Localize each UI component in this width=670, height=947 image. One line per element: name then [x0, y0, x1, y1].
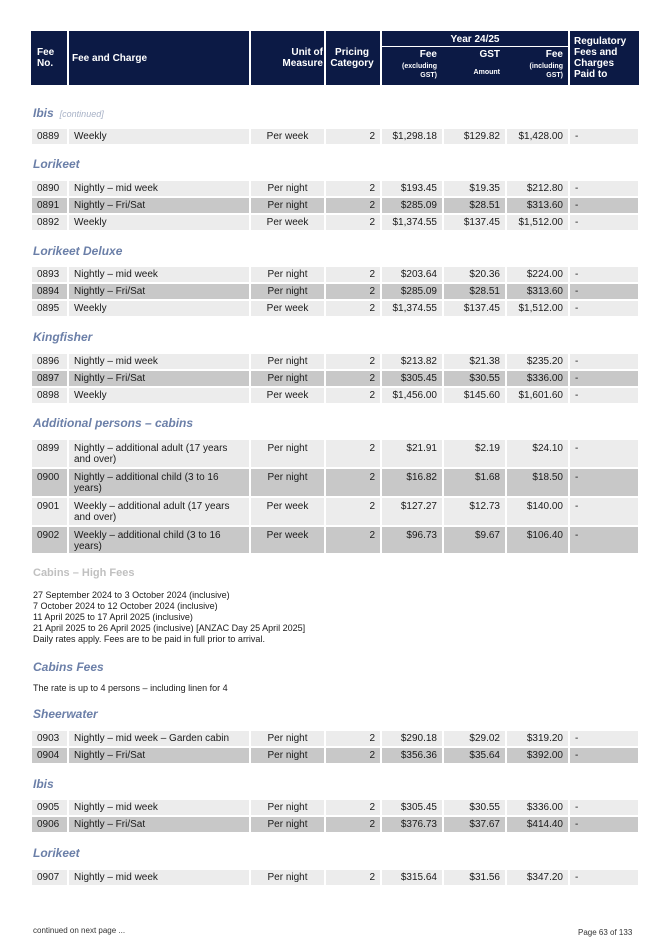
pricing-category: 2 — [325, 197, 381, 214]
unit-of-measure: Per night — [250, 180, 325, 197]
header-fee-excl-sub: (excluding GST) — [401, 63, 437, 79]
fee-number: 0889 — [31, 128, 68, 145]
fee-description: Nightly – additional child (3 to 16 years) — [68, 468, 250, 497]
fee-description: Nightly – mid week — [68, 353, 250, 370]
cabins-fees-note: The rate is up to 4 persons – including linen for 4 — [33, 683, 228, 693]
fee-description: Nightly – mid week — [68, 799, 250, 816]
header-divider — [380, 31, 382, 85]
fee-number: 0893 — [31, 266, 68, 283]
unit-of-measure: Per week — [250, 300, 325, 317]
fee-incl-gst: $392.00 — [506, 747, 569, 764]
regulatory-paid-to: - — [569, 747, 639, 764]
unit-of-measure: Per night — [250, 799, 325, 816]
gst-amount: $129.82 — [443, 128, 506, 145]
table-row — [31, 266, 639, 283]
high-fees-line: 7 October 2024 to 12 October 2024 (inclusive) — [33, 601, 218, 611]
fee-excl-gst: $1,374.55 — [381, 300, 443, 317]
gst-amount: $1.68 — [443, 468, 506, 497]
header-year: Year 24/25 — [450, 34, 500, 45]
header-fee-incl: Fee — [545, 49, 563, 60]
high-fees-line: Daily rates apply. Fees are to be paid in full prior to arrival. — [33, 634, 265, 644]
table-row — [31, 526, 639, 554]
header-divider — [568, 31, 570, 85]
fee-description: Nightly – Fri/Sat — [68, 283, 250, 300]
pricing-category: 2 — [325, 353, 381, 370]
gst-amount: $137.45 — [443, 214, 506, 231]
table-row — [31, 468, 639, 497]
table-row — [31, 816, 639, 833]
regulatory-paid-to: - — [569, 353, 639, 370]
fee-incl-gst: $414.40 — [506, 816, 569, 833]
fee-description: Weekly — [68, 128, 250, 145]
header-divider — [324, 31, 326, 85]
fee-incl-gst: $313.60 — [506, 283, 569, 300]
fee-excl-gst: $315.64 — [381, 869, 443, 886]
table-row — [31, 387, 639, 404]
fee-incl-gst: $1,601.60 — [506, 387, 569, 404]
fee-excl-gst: $127.27 — [381, 497, 443, 526]
high-fees-line: 21 April 2025 to 26 April 2025 (inclusive) [ANZAC Day 25 April 2025] — [33, 623, 306, 633]
fee-excl-gst: $193.45 — [381, 180, 443, 197]
fee-incl-gst: $336.00 — [506, 370, 569, 387]
unit-of-measure: Per night — [250, 747, 325, 764]
pricing-category: 2 — [325, 214, 381, 231]
fee-description: Nightly – additional adult (17 years and over) — [68, 439, 250, 468]
table-row — [31, 300, 639, 317]
table-row — [31, 180, 639, 197]
table-row — [31, 799, 639, 816]
fee-description: Nightly – mid week – Garden cabin — [68, 730, 250, 747]
unit-of-measure: Per week — [250, 387, 325, 404]
regulatory-paid-to: - — [569, 439, 639, 468]
fee-incl-gst: $1,428.00 — [506, 128, 569, 145]
pricing-category: 2 — [325, 497, 381, 526]
section-title: Kingfisher — [33, 330, 93, 344]
header-fee-excl: Fee — [419, 49, 437, 60]
gst-amount: $21.38 — [443, 353, 506, 370]
header-unit-of-measure: Unit of Measure — [282, 47, 323, 69]
fee-incl-gst: $140.00 — [506, 497, 569, 526]
fee-incl-gst: $212.80 — [506, 180, 569, 197]
gst-amount: $145.60 — [443, 387, 506, 404]
regulatory-paid-to: - — [569, 128, 639, 145]
fee-excl-gst: $1,456.00 — [381, 387, 443, 404]
header-gst: GST — [479, 49, 500, 60]
fee-description: Nightly – Fri/Sat — [68, 197, 250, 214]
table-row — [31, 747, 639, 764]
unit-of-measure: Per week — [250, 497, 325, 526]
fee-incl-gst: $224.00 — [506, 266, 569, 283]
header-fee-no: Fee No. — [37, 47, 55, 69]
fee-excl-gst: $96.73 — [381, 526, 443, 554]
gst-amount: $29.02 — [443, 730, 506, 747]
fee-excl-gst: $356.36 — [381, 747, 443, 764]
pricing-category: 2 — [325, 526, 381, 554]
pricing-category: 2 — [325, 747, 381, 764]
fee-number: 0896 — [31, 353, 68, 370]
unit-of-measure: Per night — [250, 439, 325, 468]
fee-description: Weekly – additional child (3 to 16 years) — [68, 526, 250, 554]
high-fees-title: Cabins – High Fees — [33, 567, 135, 579]
section-continued-label: [continued] — [59, 109, 104, 119]
pricing-category: 2 — [325, 799, 381, 816]
header-divider — [67, 31, 69, 85]
regulatory-paid-to: - — [569, 497, 639, 526]
gst-amount: $30.55 — [443, 370, 506, 387]
fee-excl-gst: $376.73 — [381, 816, 443, 833]
regulatory-paid-to: - — [569, 214, 639, 231]
fee-incl-gst: $1,512.00 — [506, 214, 569, 231]
pricing-category: 2 — [325, 180, 381, 197]
fee-incl-gst: $106.40 — [506, 526, 569, 554]
gst-amount: $31.56 — [443, 869, 506, 886]
pricing-category: 2 — [325, 300, 381, 317]
pricing-category: 2 — [325, 266, 381, 283]
fee-incl-gst: $235.20 — [506, 353, 569, 370]
regulatory-paid-to: - — [569, 197, 639, 214]
table-row — [31, 497, 639, 526]
unit-of-measure: Per week — [250, 214, 325, 231]
fee-number: 0890 — [31, 180, 68, 197]
fee-number: 0903 — [31, 730, 68, 747]
regulatory-paid-to: - — [569, 180, 639, 197]
fee-number: 0900 — [31, 468, 68, 497]
regulatory-paid-to: - — [569, 730, 639, 747]
fee-number: 0891 — [31, 197, 68, 214]
pricing-category: 2 — [325, 128, 381, 145]
unit-of-measure: Per week — [250, 128, 325, 145]
fee-incl-gst: $24.10 — [506, 439, 569, 468]
unit-of-measure: Per night — [250, 283, 325, 300]
gst-amount: $19.35 — [443, 180, 506, 197]
regulatory-paid-to: - — [569, 869, 639, 886]
fee-excl-gst: $1,298.18 — [381, 128, 443, 145]
table-row — [31, 730, 639, 747]
fee-excl-gst: $21.91 — [381, 439, 443, 468]
unit-of-measure: Per night — [250, 353, 325, 370]
fee-number: 0901 — [31, 497, 68, 526]
table-row — [31, 353, 639, 370]
fee-description: Nightly – Fri/Sat — [68, 816, 250, 833]
header-pricing-category: Pricing Category — [330, 47, 374, 69]
pricing-category: 2 — [325, 439, 381, 468]
fee-excl-gst: $16.82 — [381, 468, 443, 497]
high-fees-line: 11 April 2025 to 17 April 2025 (inclusive) — [33, 612, 193, 622]
table-row — [31, 197, 639, 214]
fee-description: Weekly — [68, 387, 250, 404]
gst-amount: $35.64 — [443, 747, 506, 764]
gst-amount: $28.51 — [443, 283, 506, 300]
fee-number: 0898 — [31, 387, 68, 404]
pricing-category: 2 — [325, 370, 381, 387]
regulatory-paid-to: - — [569, 799, 639, 816]
fee-incl-gst: $313.60 — [506, 197, 569, 214]
fee-excl-gst: $1,374.55 — [381, 214, 443, 231]
fee-excl-gst: $305.45 — [381, 370, 443, 387]
regulatory-paid-to: - — [569, 526, 639, 554]
gst-amount: $12.73 — [443, 497, 506, 526]
gst-amount: $137.45 — [443, 300, 506, 317]
table-row — [31, 128, 639, 145]
fee-incl-gst: $336.00 — [506, 799, 569, 816]
fee-incl-gst: $319.20 — [506, 730, 569, 747]
table-row — [31, 283, 639, 300]
fee-description: Nightly – Fri/Sat — [68, 747, 250, 764]
table-row — [31, 869, 639, 886]
pricing-category: 2 — [325, 283, 381, 300]
gst-amount: $2.19 — [443, 439, 506, 468]
table-header — [31, 31, 639, 85]
fee-excl-gst: $285.09 — [381, 283, 443, 300]
fee-excl-gst: $285.09 — [381, 197, 443, 214]
section-title: Sheerwater — [33, 707, 98, 721]
fee-number: 0902 — [31, 526, 68, 554]
fee-number: 0892 — [31, 214, 68, 231]
fee-description: Weekly — [68, 300, 250, 317]
fee-description: Nightly – Fri/Sat — [68, 370, 250, 387]
fee-description: Nightly – mid week — [68, 869, 250, 886]
page-number: Page 63 of 133 — [578, 928, 633, 937]
fee-description: Nightly – mid week — [68, 266, 250, 283]
header-regulatory: Regulatory Fees and Charges Paid to — [574, 36, 627, 80]
header-gst-sub: Amount — [473, 69, 500, 76]
unit-of-measure: Per night — [250, 730, 325, 747]
table-row — [31, 370, 639, 387]
section-title: Lorikeet — [33, 157, 80, 171]
fee-excl-gst: $203.64 — [381, 266, 443, 283]
section-title: Ibis — [33, 777, 54, 791]
pricing-category: 2 — [325, 468, 381, 497]
section-title: Additional persons – cabins — [33, 416, 194, 430]
regulatory-paid-to: - — [569, 816, 639, 833]
pricing-category: 2 — [325, 730, 381, 747]
unit-of-measure: Per night — [250, 197, 325, 214]
gst-amount: $9.67 — [443, 526, 506, 554]
fee-description: Weekly – additional adult (17 years and over) — [68, 497, 250, 526]
unit-of-measure: Per night — [250, 816, 325, 833]
unit-of-measure: Per week — [250, 526, 325, 554]
unit-of-measure: Per night — [250, 468, 325, 497]
gst-amount: $28.51 — [443, 197, 506, 214]
fee-excl-gst: $213.82 — [381, 353, 443, 370]
fee-incl-gst: $1,512.00 — [506, 300, 569, 317]
header-fee-and-charge: Fee and Charge — [72, 53, 148, 64]
fee-number: 0897 — [31, 370, 68, 387]
continued-note: continued on next page ... — [33, 926, 126, 935]
fee-number: 0894 — [31, 283, 68, 300]
section-title: Lorikeet — [33, 846, 80, 860]
regulatory-paid-to: - — [569, 387, 639, 404]
table-row — [31, 214, 639, 231]
fee-number: 0905 — [31, 799, 68, 816]
unit-of-measure: Per night — [250, 370, 325, 387]
fee-description: Nightly – mid week — [68, 180, 250, 197]
section-title: Ibis [continued] — [33, 106, 104, 120]
fee-number: 0907 — [31, 869, 68, 886]
gst-amount: $37.67 — [443, 816, 506, 833]
fee-excl-gst: $290.18 — [381, 730, 443, 747]
header-divider — [249, 31, 251, 85]
gst-amount: $30.55 — [443, 799, 506, 816]
fee-incl-gst: $347.20 — [506, 869, 569, 886]
header-year-divider — [382, 46, 568, 47]
regulatory-paid-to: - — [569, 283, 639, 300]
fee-number: 0895 — [31, 300, 68, 317]
pricing-category: 2 — [325, 387, 381, 404]
gst-amount: $20.36 — [443, 266, 506, 283]
header-fee-incl-sub: (including GST) — [529, 63, 563, 79]
regulatory-paid-to: - — [569, 300, 639, 317]
unit-of-measure: Per night — [250, 266, 325, 283]
pricing-category: 2 — [325, 869, 381, 886]
regulatory-paid-to: - — [569, 370, 639, 387]
regulatory-paid-to: - — [569, 468, 639, 497]
pricing-category: 2 — [325, 816, 381, 833]
fee-description: Weekly — [68, 214, 250, 231]
section-title: Lorikeet Deluxe — [33, 244, 123, 258]
fee-number: 0906 — [31, 816, 68, 833]
regulatory-paid-to: - — [569, 266, 639, 283]
fee-incl-gst: $18.50 — [506, 468, 569, 497]
fee-number: 0899 — [31, 439, 68, 468]
unit-of-measure: Per night — [250, 869, 325, 886]
high-fees-line: 27 September 2024 to 3 October 2024 (inclusive) — [33, 590, 230, 600]
fee-number: 0904 — [31, 747, 68, 764]
table-row — [31, 439, 639, 468]
cabins-fees-title: Cabins Fees — [33, 660, 104, 674]
fee-excl-gst: $305.45 — [381, 799, 443, 816]
